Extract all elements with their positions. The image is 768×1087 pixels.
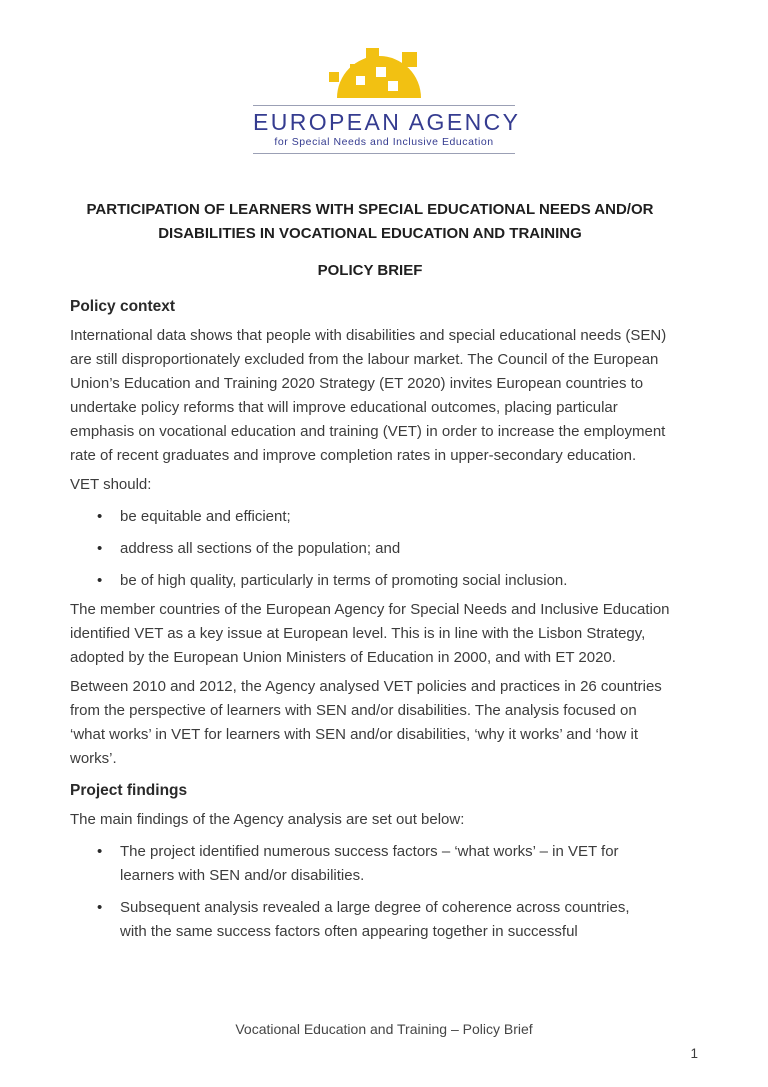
document-body [0,198,768,944]
paragraph-agency-analysis: Between 2010 and 2012, the Agency analysed VET policies and practices in 26 countries from the perspective of learners with SEN and/or disabilities. The analysis focused on ‘what works’ in VET for learners with SEN and/or disabilities, ‘why it works’ and ‘how it works’. [70,678,662,767]
paragraph-policy-intro: International data shows that people with disabilities and special educational needs (SEN) are still disproportionately excluded from the labour market. The Council of the European Union’s Education and Training 2020 Strategy (ET 2020) invites European countries to undertake policy reforms that will improve educational outcomes, placing particular emphasis on vocational education and training (VET) in order to increase the employment rate of recent graduates and improve completion rates in upper-secondary education. [70,327,667,464]
list-item [70,840,640,888]
page-title-line2: DISABILITIES IN VOCATIONAL EDUCATION AND TRAINING [158,225,582,242]
list-item-text: be equitable and efficient; [120,508,291,525]
bullet-dot-icon [97,896,102,920]
paragraph-findings-intro: The main findings of the Agency analysis are set out below: [70,811,465,828]
paragraph-member-countries: The member countries of the European Agency for Special Needs and Inclusive Education identified VET as a key issue at European level. This is in line with the Lisbon Strategy, adopted by the European Union Ministers of Education in 2000, and with ET 2020. [70,601,670,666]
page-title [70,198,670,246]
bullet-dot-icon [97,569,102,593]
sun-icon [319,45,449,103]
bullet-list-vet-should [70,505,670,593]
agency-logo [253,45,521,154]
list-item [70,537,640,561]
list-item-text: The project identified numerous success factors – ‘what works’ – in VET for learners with SEN and/or disabilities. [120,843,619,884]
list-item-text: address all sections of the population; and [120,540,401,557]
page-subtitle: POLICY BRIEF [317,262,423,279]
paragraph-vet-should: VET should: [70,476,152,493]
bullet-dot-icon [97,505,102,529]
list-item [70,569,640,593]
page-title-line1: PARTICIPATION OF LEARNERS WITH SPECIAL EDUCATIONAL NEEDS AND/OR [86,201,654,218]
logo-rule-bottom [253,153,515,154]
logo-tagline: for Special Needs and Inclusive Education [274,136,494,148]
section-heading-project-findings: Project findings [70,782,188,799]
bullet-dot-icon [97,840,102,864]
page-number: 1 [690,1046,698,1061]
list-item [70,896,640,944]
bullet-list-findings [70,840,670,944]
section-heading-policy-context: Policy context [70,298,176,315]
list-item-text: be of high quality, particularly in terms of promoting social inclusion. [120,572,568,589]
list-item [70,505,640,529]
footer-text: Vocational Education and Training – Policy Brief [235,1021,533,1037]
bullet-dot-icon [97,537,102,561]
list-item-text: Subsequent analysis revealed a large degree of coherence across countries, with the same success factors often appearing together in successful [120,899,630,940]
logo-title: EUROPEAN AGENCY [253,109,521,135]
logo-rule-top [253,105,515,106]
